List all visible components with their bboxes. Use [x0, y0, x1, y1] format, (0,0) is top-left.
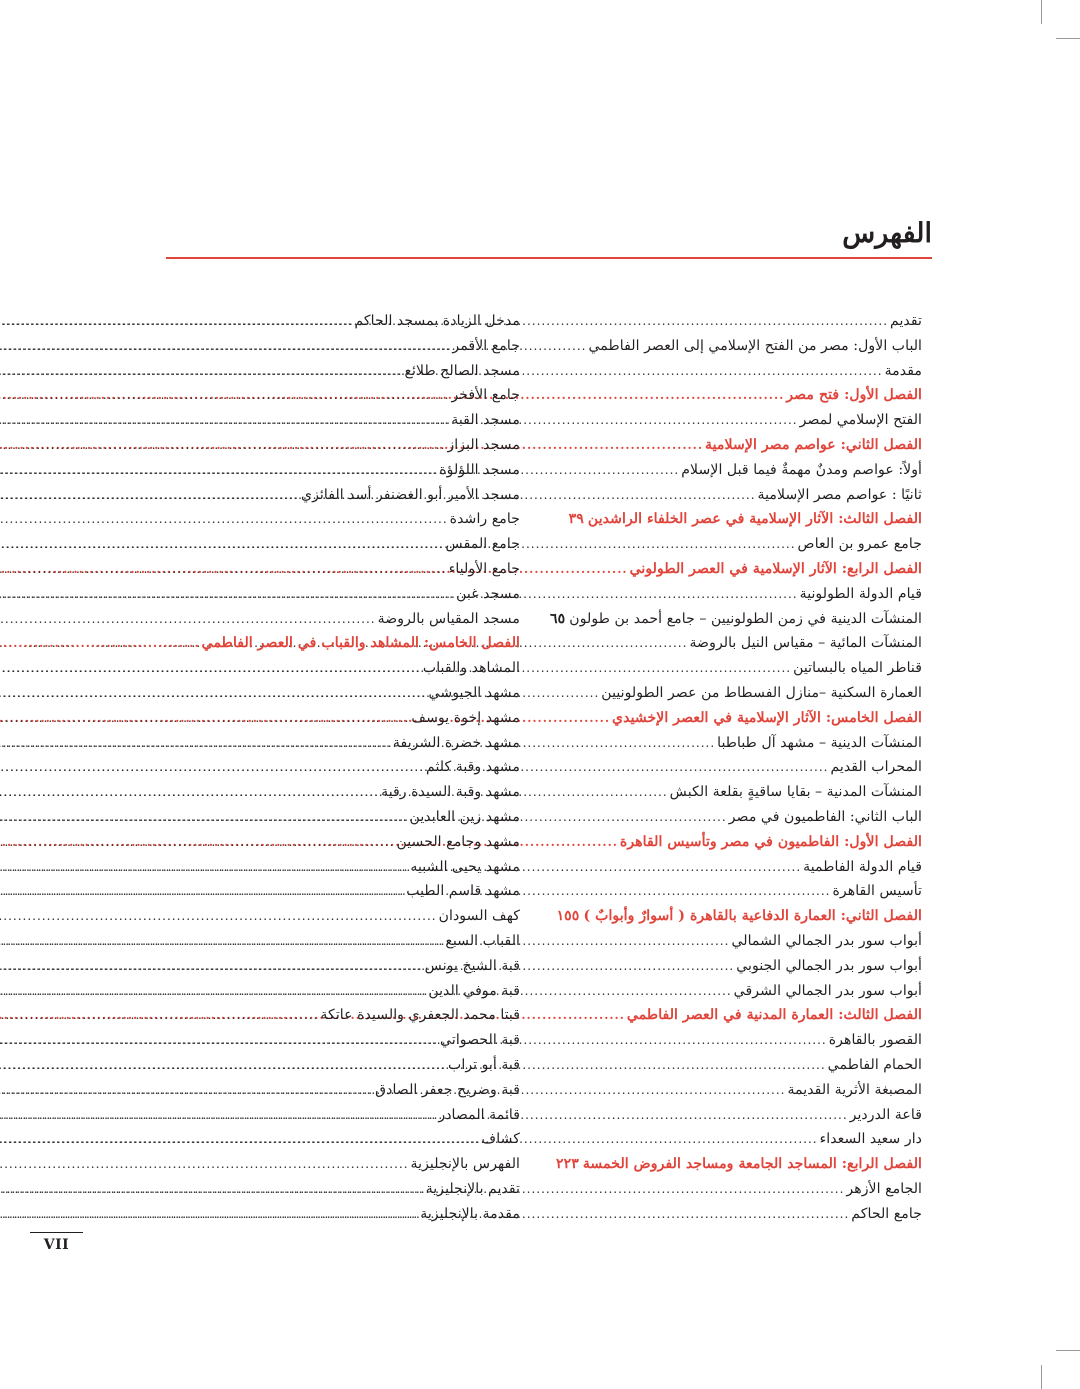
- page-title: الفهرس: [842, 218, 932, 249]
- toc-chapter-entry: [570, 383, 922, 408]
- toc-entry-title: الباب الثاني: الفاطميون في مصر: [728, 808, 922, 825]
- toc-entry: [168, 904, 520, 929]
- toc-entry: [570, 359, 922, 384]
- toc-leader-dots: [0, 433, 445, 458]
- toc-entry-title: المنشآت الدينية في زمن الطولونيين – جامع أحمد بن طولون: [569, 610, 922, 627]
- toc-entry: [550, 607, 922, 632]
- toc-entry-title: أبواب سور بدر الجمالي الشرقي: [733, 982, 922, 999]
- toc-entry: [570, 681, 922, 706]
- toc-entry-title: الفتح الإسلامي لمصر: [799, 412, 922, 429]
- toc-entry: [168, 408, 520, 433]
- toc-entry: [168, 359, 520, 384]
- toc-entry-title: المنشآت الدينية – مشهد آل طباطبا: [717, 734, 922, 751]
- toc-leader-dots: [0, 1003, 318, 1028]
- toc-entry-title: الفصل الرابع: المساجد الجامعة ومساجد الفروض الخمسة: [582, 1156, 922, 1173]
- toc-entry: [570, 1177, 922, 1202]
- toc-entry: [168, 1127, 520, 1152]
- toc-leader-dots: [0, 1202, 418, 1227]
- toc-entry-title: الفهرس بالإنجليزية: [410, 1156, 520, 1173]
- toc-leader-dots: [0, 879, 404, 904]
- toc-leader-dots: [0, 1078, 373, 1103]
- toc-entry: [168, 706, 520, 731]
- toc-entry-title: أولاً: عواصم ومدنٌ مهمةٌ فيما قبل الإسلام: [681, 461, 922, 478]
- toc-entry: [570, 408, 922, 433]
- toc-entry-title: مشهد قاسم الطيب: [406, 883, 520, 900]
- toc-entry-title: الحمام الفاطمي: [827, 1056, 922, 1073]
- title-underline: [166, 257, 932, 259]
- page-number: VII: [43, 1237, 70, 1253]
- toc-entry-title: الفصل الثاني: عواصم مصر الإسلامية: [705, 436, 922, 453]
- toc-entry: [168, 855, 520, 880]
- toc-leader-dots: [0, 681, 427, 706]
- crop-mark-top-horizontal: [1056, 38, 1080, 39]
- toc-entry-title: قبة أبو تراب: [448, 1056, 520, 1073]
- toc-entry-title: قيام الدولة الفاطمية: [803, 858, 922, 875]
- toc-entry: [168, 1177, 520, 1202]
- toc-leader-dots: [0, 1053, 446, 1078]
- toc-entry-title: مقدمة بالإنجليزية: [420, 1205, 520, 1222]
- toc-entry: [168, 780, 520, 805]
- toc-leader-dots: [0, 731, 391, 756]
- toc-leader-dots: [0, 507, 448, 532]
- toc-entry-title: الفصل الرابع: الآثار الإسلامية في العصر الطولوني: [629, 560, 922, 577]
- toc-entry: [570, 458, 922, 483]
- toc-entry-title: مشهد يحيى الشبيه: [410, 858, 520, 875]
- toc-entry: [570, 1202, 922, 1227]
- toc-entry-title: مشهد وقبة السيدة رقية: [381, 784, 520, 801]
- toc-chapter-entry: [570, 706, 922, 731]
- toc-entry: [168, 1103, 520, 1128]
- toc-entry-title: المنشآت المدنية – بقايا ساقيةٍ بقلعة الكبش: [669, 784, 922, 801]
- toc-entry-title: قاعة الدردير: [849, 1106, 922, 1123]
- toc-entry-title: قيام الدولة الطولونية: [799, 585, 922, 602]
- toc-leader-dots: [0, 309, 352, 334]
- toc-entry: [570, 805, 922, 830]
- toc-entry: [570, 1078, 922, 1103]
- toc-entry: [570, 855, 922, 880]
- toc-entry: [168, 334, 520, 359]
- toc-entry: [168, 1003, 520, 1028]
- toc-entry-title: كشاف: [481, 1131, 520, 1148]
- toc-entry-title: مدخل الزيادة بمسجد الحاكم: [354, 313, 520, 329]
- toc-entry: [168, 879, 520, 904]
- toc-entry: [168, 1202, 520, 1227]
- toc-entry: [570, 755, 922, 780]
- toc-entry-title: تأسيس القاهرة: [832, 883, 922, 900]
- toc-leader-dots: [0, 1127, 480, 1152]
- toc-entry-title: أبواب سور بدر الجمالي الجنوبي: [736, 957, 922, 974]
- toc-entry-page: ٦٥: [550, 610, 566, 627]
- toc-entry: [570, 656, 922, 681]
- toc-entry: [168, 656, 520, 681]
- toc-leader-dots: [0, 706, 409, 731]
- toc-entry-title: الفصل الأول: فتح مصر: [786, 387, 922, 404]
- toc-entry-title: المحراب القديم: [830, 759, 922, 776]
- toc-entry: [570, 334, 922, 359]
- toc-leader-dots: [0, 929, 443, 954]
- toc-entry-title: قائمة المصادر: [438, 1106, 520, 1123]
- toc-leader-dots: [0, 483, 299, 508]
- toc-entry-title: قبة الشيخ يونس: [424, 957, 520, 974]
- toc-chapter-entry: [570, 1003, 922, 1028]
- toc-entry-title: العمارة السكنية –منازل الفسطاط من عصر الطولونيين: [601, 684, 922, 701]
- toc-entry: [168, 755, 520, 780]
- toc-entry-title: مشهد خضرة الشريفة: [392, 734, 520, 751]
- toc-leader-dots: [0, 1103, 436, 1128]
- toc-entry-title: أبواب سور بدر الجمالي الشمالي: [731, 932, 922, 949]
- toc-entry-title: مسجد البزاز: [447, 436, 520, 453]
- toc-entry-title: الفصل الخامس: المشاهد والقباب في العصر الفاطمي: [201, 635, 520, 652]
- toc-entry: [570, 1127, 922, 1152]
- toc-leader-dots: [0, 408, 449, 433]
- toc-entry: [570, 582, 922, 607]
- toc-entry: [168, 433, 520, 458]
- toc-entry: [570, 780, 922, 805]
- toc-chapter-entry: [555, 1152, 922, 1177]
- toc-leader-dots: [0, 830, 394, 855]
- toc-entry-title: قبة الحصواتي: [440, 1032, 520, 1049]
- toc-entry: [168, 383, 520, 408]
- toc-entry-title: مسجد الصالح طلائع: [404, 362, 520, 379]
- toc-entry-title: قبتا محمد الجعفري والسيدة عاتكة: [320, 1007, 520, 1024]
- toc-entry: [570, 631, 922, 656]
- folio-rule: [30, 1232, 83, 1233]
- toc-leader-dots: [0, 780, 379, 805]
- toc-leader-dots: [0, 954, 423, 979]
- toc-entry-title: القباب السبع: [445, 932, 520, 949]
- toc-leader-dots: [0, 532, 444, 557]
- toc-leader-dots: [0, 1152, 409, 1177]
- toc-leader-dots: [0, 458, 437, 483]
- toc-entry-title: جامع الحاكم: [851, 1205, 922, 1222]
- toc-entry-page: ١٥٥: [556, 908, 580, 925]
- toc-entry-title: مسجد اللؤلؤة: [439, 461, 520, 478]
- toc-entry: [168, 1053, 520, 1078]
- crop-mark-bottom-horizontal: [1056, 1350, 1080, 1351]
- toc-entry: [168, 929, 520, 954]
- toc-entry-title: مسجد غبن: [456, 585, 520, 602]
- toc-leader-dots: [0, 631, 200, 656]
- toc-entry: [570, 309, 922, 334]
- toc-entry-title: جامع راشدة: [449, 511, 520, 528]
- toc-entry-title: القصور بالقاهرة: [828, 1032, 922, 1049]
- toc-entry: [168, 830, 520, 855]
- toc-leader-dots: [0, 805, 408, 830]
- toc-chapter-entry: [168, 631, 520, 656]
- toc-entry: [570, 731, 922, 756]
- toc-leader-dots: [0, 359, 402, 384]
- toc-entry-title: مشهد إخوة يوسف: [411, 709, 520, 726]
- toc-entry-title: جامع الأقمر: [452, 337, 520, 354]
- toc-leader-dots: [0, 557, 447, 582]
- toc-entry-title: ثانيًا : عواصم مصر الإسلامية: [757, 486, 922, 503]
- toc-entry-title: المنشآت المائية – مقياس النيل بالروضة: [689, 635, 922, 652]
- toc-entry: [168, 681, 520, 706]
- toc-entry-title: الفصل الثاني: العمارة الدفاعية بالقاهرة ( أسوارٌ وأبوابٌ ): [583, 908, 922, 925]
- toc-chapter-entry: [570, 507, 922, 532]
- toc-entry-title: الفصل الثالث: العمارة المدنية في العصر الفاطمي: [626, 1007, 922, 1024]
- toc-entry-title: جامع الأفخر: [451, 387, 520, 404]
- toc-entry-title: الفصل الخامس: الآثار الإسلامية في العصر الإخشيدي: [612, 709, 922, 726]
- crop-mark-bottom-vertical: [1041, 1365, 1042, 1389]
- toc-leader-dots: [0, 607, 376, 632]
- toc-entry: [168, 309, 520, 334]
- toc-entry: [570, 532, 922, 557]
- toc-leader-dots: [0, 904, 437, 929]
- toc-entry: [570, 1103, 922, 1128]
- toc-entry: [570, 1028, 922, 1053]
- toc-entry: [168, 507, 520, 532]
- toc-entry: [168, 1078, 520, 1103]
- toc-entry-title: جامع عمرو بن العاص: [797, 536, 922, 553]
- toc-leader-dots: [0, 755, 424, 780]
- toc-chapter-entry: [570, 830, 922, 855]
- toc-entry: [168, 954, 520, 979]
- toc-entry-title: جامع المقس: [445, 536, 520, 553]
- toc-entry-title: مسجد الأمير أبو الغضنفر أسد الفائزي: [301, 486, 520, 503]
- toc-entry: [570, 879, 922, 904]
- toc-entry: [570, 483, 922, 508]
- toc-entry-title: المشاهد والقباب: [422, 660, 520, 677]
- toc-chapter-entry: [570, 557, 922, 582]
- toc-entry-page: ٢٢٣: [555, 1156, 579, 1173]
- toc-entry-title: دار سعيد السعداء: [819, 1131, 922, 1148]
- toc-entry: [168, 483, 520, 508]
- toc-entry-title: مشهد الجيوشي: [428, 684, 520, 701]
- crop-mark-top-vertical: [1041, 0, 1042, 24]
- toc-chapter-entry: [556, 904, 922, 929]
- toc-entry-title: الفصل الأول: الفاطميون في مصر وتأسيس القاهرة: [619, 833, 922, 850]
- toc-entry-title: الفصل الثالث: الآثار الإسلامية في عصر الخلفاء الراشدين: [587, 511, 922, 528]
- toc-entry-title: قناطر المياه بالبساتين: [793, 660, 922, 677]
- toc-entry: [168, 1152, 520, 1177]
- toc-entry-title: مسجد القبة: [451, 412, 520, 429]
- toc-entry: [168, 582, 520, 607]
- toc-entry: [168, 607, 520, 632]
- toc-entry-title: مشهد زين العابدين: [409, 808, 520, 825]
- toc-chapter-entry: [570, 433, 922, 458]
- toc-entry-title: تقديم بالإنجليزية: [425, 1180, 520, 1197]
- toc-leader-dots: [0, 582, 454, 607]
- toc-column-right: [550, 309, 922, 1226]
- toc-leader-dots: [0, 656, 421, 681]
- toc-leader-dots: [0, 383, 449, 408]
- toc-leader-dots: [0, 334, 450, 359]
- toc-entry-title: تقديم: [890, 313, 922, 329]
- toc-entry: [570, 979, 922, 1004]
- toc-leader-dots: [0, 855, 408, 880]
- toc-entry: [570, 1053, 922, 1078]
- toc-entry-title: مشهد وقبة كلثم: [426, 759, 520, 776]
- toc-entry-title: جامع الأولياء: [448, 560, 520, 577]
- toc-entry-title: قبة وضريح جعفر الصادق: [375, 1081, 520, 1098]
- toc-entry-title: كهف السودان: [438, 908, 520, 925]
- toc-entry-title: مسجد المقياس بالروضة: [377, 610, 520, 627]
- toc-entry-title: الباب الأول: مصر من الفتح الإسلامي إلى العصر الفاطمي: [588, 337, 922, 354]
- toc-entry-title: مقدمة: [884, 362, 922, 379]
- toc-leader-dots: [0, 979, 426, 1004]
- toc-entry: [570, 954, 922, 979]
- toc-entry-title: قبة موفي الدين: [428, 982, 520, 999]
- toc-leader-dots: [0, 1028, 438, 1053]
- toc-entry-title: مشهد وجامع الحسين: [396, 833, 520, 850]
- toc-entry-page: ٣٩: [568, 511, 584, 528]
- toc-column-left: [168, 309, 520, 1226]
- toc-entry-title: الجامع الأزهر: [846, 1180, 922, 1197]
- toc-entry: [168, 979, 520, 1004]
- toc-leader-dots: [0, 1177, 424, 1202]
- toc-entry: [168, 532, 520, 557]
- toc-entry: [168, 458, 520, 483]
- toc-entry: [168, 731, 520, 756]
- toc-entry: [570, 929, 922, 954]
- toc-entry: [168, 557, 520, 582]
- toc-entry: [168, 805, 520, 830]
- toc-entry: [168, 1028, 520, 1053]
- toc-entry-title: المصبغة الأثرية القديمة: [787, 1081, 922, 1098]
